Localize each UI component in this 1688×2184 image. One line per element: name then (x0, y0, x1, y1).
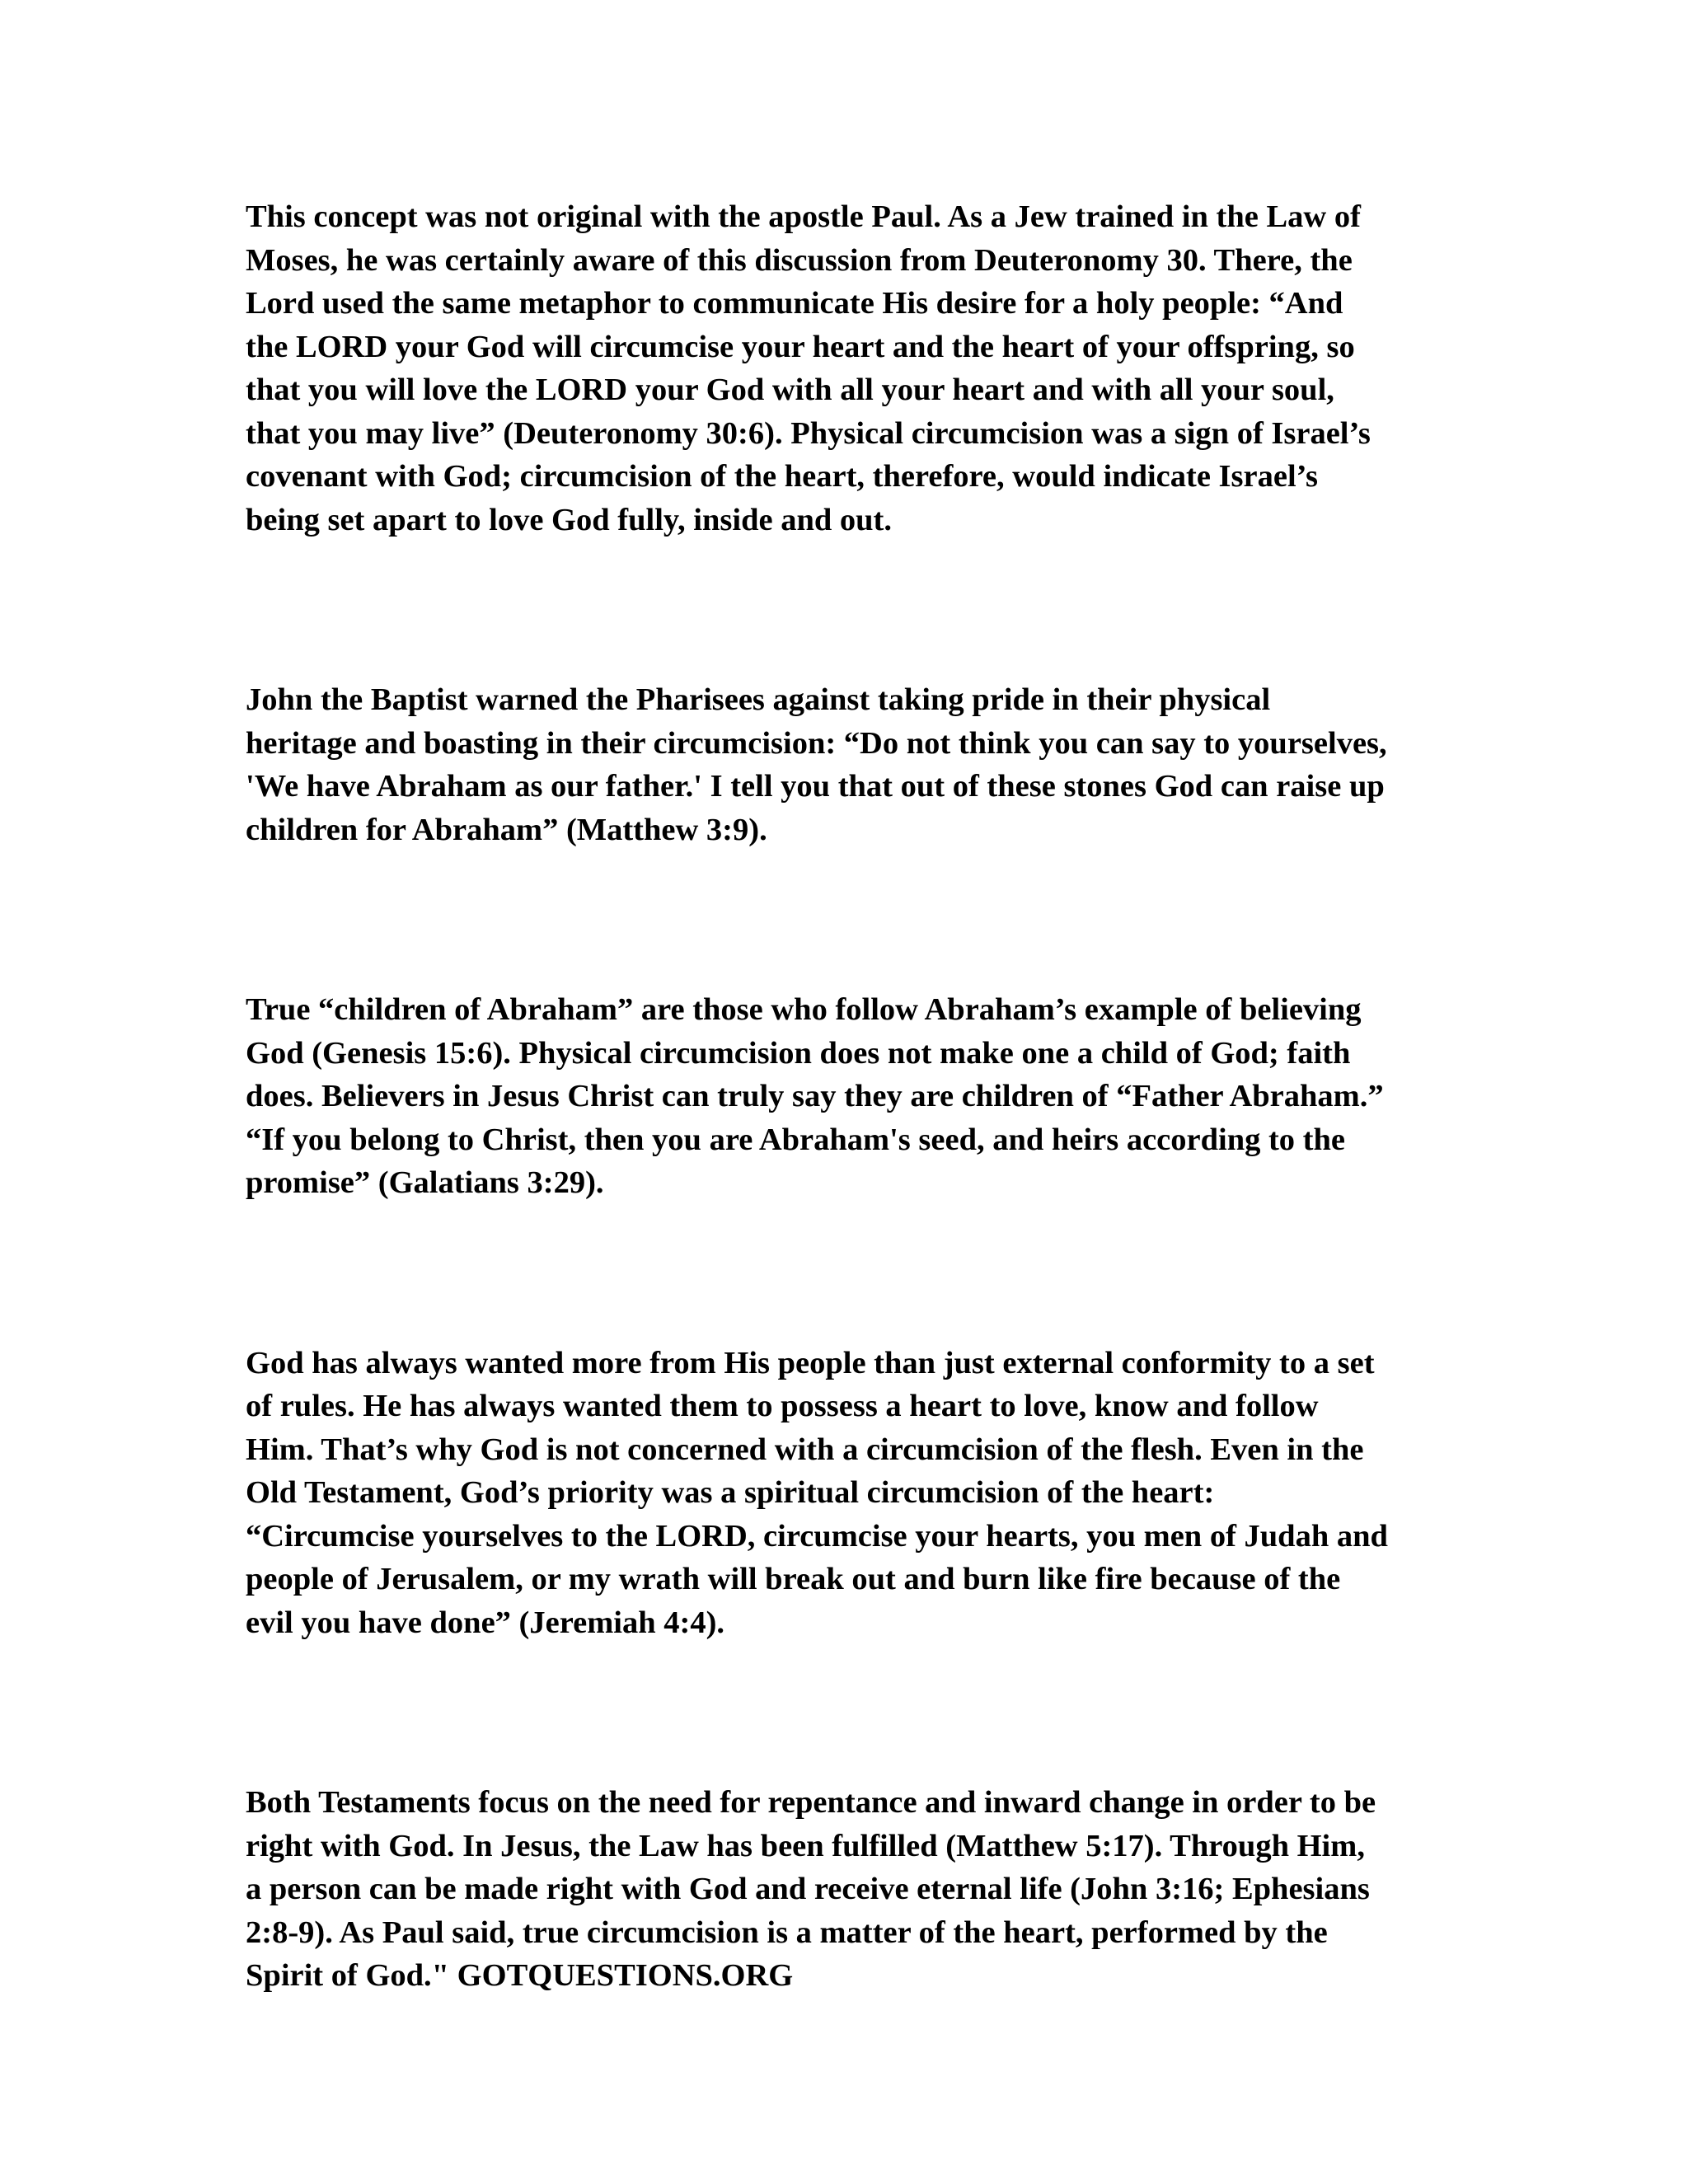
text-line: right with God. In Jesus, the Law has been fulfilled (Matthew 5:17). Through Him, (246, 1828, 1365, 1863)
text-line: Spirit of God." GOTQUESTIONS.ORG (246, 1958, 794, 1993)
text-line: “Circumcise yourselves to the LORD, circumcise your hearts, you men of Judah and (246, 1518, 1388, 1554)
text-line: people of Jerusalem, or my wrath will break out and burn like fire because of the (246, 1562, 1341, 1596)
text-line: John the Baptist warned the Pharisees against taking pride in their physical (246, 682, 1271, 717)
text-line: the LORD your God will circumcise your heart and the heart of your offspring, so (246, 329, 1355, 364)
text-line: God has always wanted more from His people than just external conformity to a set (246, 1345, 1375, 1380)
text-line: 'We have Abraham as our father.' I tell you that out of these stones God can raise up (246, 769, 1385, 804)
paragraph-heart-circumcision (246, 1342, 1441, 1645)
text-line: promise” (Galatians 3:29). (246, 1165, 604, 1200)
text-line: 2:8-9). As Paul said, true circumcision is a matter of the heart, performed by the (246, 1915, 1328, 1950)
text-line: Old Testament, God’s priority was a spiritual circumcision of the heart: (246, 1475, 1215, 1510)
text-line: Moses, he was certainly aware of this discussion from Deuteronomy 30. There, the (246, 242, 1353, 278)
text-line: being set apart to love God fully, inside and out. (246, 502, 893, 537)
text-line: that you may live” (Deuteronomy 30:6). Physical circumcision was a sign of Israel’s (246, 415, 1371, 451)
text-line: does. Believers in Jesus Christ can truly say they are children of “Father Abraham.” (246, 1079, 1384, 1113)
paragraph-children-of-abraham (246, 988, 1441, 1205)
text-line: that you will love the LORD your God with all your heart and with all your soul, (246, 373, 1334, 407)
paragraph-spacer (246, 1644, 1441, 1781)
paragraph-john-the-baptist (246, 678, 1441, 851)
paragraph-both-testaments (246, 1781, 1441, 1998)
text-line: heritage and boasting in their circumcision: “Do not think you can say to yourselves, (246, 725, 1387, 761)
paragraph-spacer (246, 851, 1441, 988)
text-line: covenant with God; circumcision of the heart, therefore, would indicate Israel’s (246, 459, 1319, 494)
paragraph-spacer (246, 541, 1441, 678)
text-line: Lord used the same metaphor to communicate His desire for a holy people: “And (246, 286, 1343, 321)
paragraph-deuteronomy (246, 195, 1441, 541)
text-line: Both Testaments focus on the need for repentance and inward change in order to be (246, 1785, 1376, 1820)
text-line: “If you belong to Christ, then you are Abraham's seed, and heirs according to the (246, 1122, 1346, 1157)
document-body (246, 195, 1441, 1998)
text-line: a person can be made right with God and receive eternal life (John 3:16; Ephesians (246, 1872, 1370, 1906)
text-line: evil you have done” (Jeremiah 4:4). (246, 1605, 725, 1640)
text-line: Him. That’s why God is not concerned with a circumcision of the flesh. Even in the (246, 1432, 1364, 1467)
text-line: This concept was not original with the apostle Paul. As a Jew trained in the Law of (246, 199, 1361, 234)
text-line: children for Abraham” (Matthew 3:9). (246, 812, 767, 847)
text-line: True “children of Abraham” are those who follow Abraham’s example of believing (246, 992, 1362, 1027)
paragraph-spacer (246, 1205, 1441, 1342)
text-line: God (Genesis 15:6). Physical circumcision does not make one a child of God; faith (246, 1035, 1351, 1071)
text-line: of rules. He has always wanted them to possess a heart to love, know and follow (246, 1389, 1319, 1423)
